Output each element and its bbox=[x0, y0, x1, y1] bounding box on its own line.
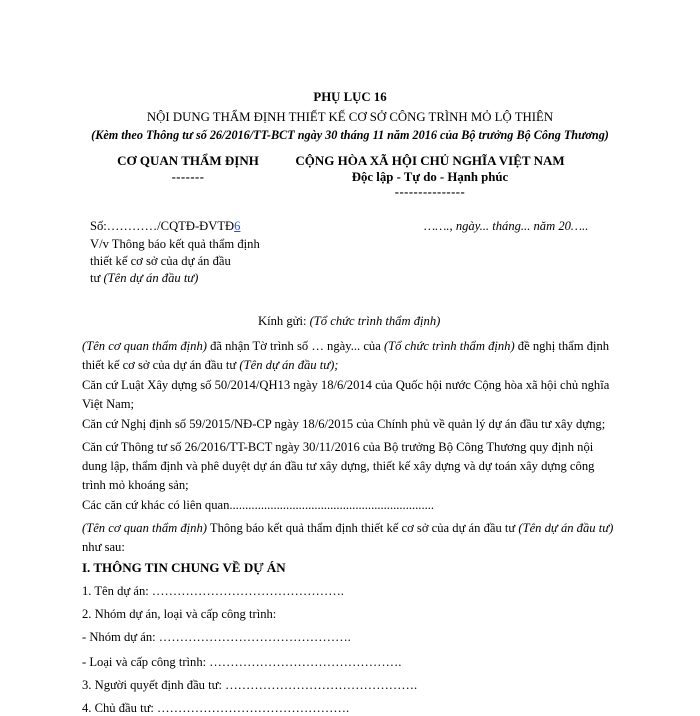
document-number-text: Số:…………/CQTĐ-ĐVTĐ bbox=[90, 219, 235, 233]
country-title: CỘNG HÒA XÃ HỘI CHỦ NGHĨA VIỆT NAM bbox=[295, 153, 565, 168]
salutation bbox=[258, 314, 440, 329]
agency-placeholder-2: (Tên cơ quan thẩm định) bbox=[82, 521, 207, 535]
subject-line-2: thiết kế cơ sở của dự án đầu bbox=[90, 254, 231, 268]
recipient-placeholder: (Tổ chức trình thẩm định) bbox=[309, 314, 441, 328]
paragraph-decree: Căn cứ Nghị định số 59/2015/NĐ-CP ngày 18/6/2015 của Chính phủ về quản lý dự án đầu tư xây dựng; bbox=[82, 417, 606, 431]
item-type-grade-sub: - Loại và cấp công trình: ………………………………………. bbox=[82, 655, 402, 669]
item-investor: 4. Chủ đầu tư: ………………………………………. bbox=[82, 701, 350, 715]
subject-line-3 bbox=[90, 271, 198, 286]
document-title: NỘI DUNG THẨM ĐỊNH THIẾT KẾ CƠ SỞ CÔNG TRÌNH MỎ LỘ THIÊN bbox=[146, 110, 554, 124]
document-subtitle: (Kèm theo Thông tư số 26/2016/TT-BCT ngày 30 tháng 11 năm 2016 của Bộ trưởng Bộ Công Thương) bbox=[91, 128, 609, 142]
paragraph-received-text-1: đã nhận Tờ trình số … ngày... của bbox=[206, 339, 384, 353]
salutation-label: Kính gửi: bbox=[258, 314, 310, 328]
national-motto: Độc lập - Tự do - Hạnh phúc bbox=[351, 170, 509, 184]
section-heading: I. THÔNG TIN CHUNG VỀ DỰ ÁN bbox=[82, 560, 286, 575]
item-project-group: 2. Nhóm dự án, loại và cấp công trình: bbox=[82, 607, 277, 621]
motto-separator: --------------- bbox=[394, 185, 466, 199]
date-line: ……., ngày... tháng... năm 20….. bbox=[424, 219, 589, 233]
submitter-placeholder: (Tổ chức trình thẩm định) bbox=[383, 339, 515, 353]
paragraph-received bbox=[82, 337, 618, 375]
paragraph-announcement bbox=[82, 519, 618, 557]
paragraph-announcement-tail: như sau: bbox=[82, 540, 125, 554]
paragraph-received-text-2: đề nghị thẩm định thiết kế cơ sở của dự án đầu tư bbox=[82, 339, 610, 372]
project-placeholder: (Tên dự án đầu tư); bbox=[239, 358, 339, 372]
paragraph-announcement-text: Thông báo kết quả thẩm định thiết kế cơ sở của dự án đầu tư bbox=[206, 521, 519, 535]
paragraph-circular: Căn cứ Thông tư số 26/2016/TT-BCT ngày 30/11/2016 của Bộ trưởng Bộ Công Thương quy định nội dung lập, thẩm định và phê duyệt dự án đầu tư xây dựng, thiết kế xây dựng và dự toán xây dựng công trình mỏ khoáng sản; bbox=[82, 440, 595, 492]
item-group-sub: - Nhóm dự án: ………………………………………. bbox=[82, 630, 351, 644]
project-name-placeholder: (Tên dự án đầu tư) bbox=[103, 271, 199, 285]
agency-placeholder: (Tên cơ quan thẩm định) bbox=[82, 339, 207, 353]
agency-title: CƠ QUAN THẨM ĐỊNH bbox=[117, 153, 259, 168]
document-number bbox=[90, 219, 240, 234]
appendix-title: PHỤ LỤC 16 bbox=[313, 90, 387, 104]
paragraph-construction-law: Căn cứ Luật Xây dựng số 50/2014/QH13 ngày 18/6/2014 của Quốc hội nước Cộng hòa xã hội chủ nghĩa Việt Nam; bbox=[82, 378, 610, 411]
footnote-link[interactable]: 6 bbox=[234, 219, 241, 233]
agency-separator: ------- bbox=[171, 170, 205, 184]
subject-line-3-text: tư bbox=[90, 271, 104, 285]
item-project-name: 1. Tên dự án: ………………………………………. bbox=[82, 584, 344, 598]
item-investment-decider: 3. Người quyết định đầu tư: ………………………………………. bbox=[82, 678, 418, 692]
subject-line-1: V/v Thông báo kết quả thẩm định bbox=[90, 237, 260, 251]
project-placeholder-2: (Tên dự án đầu tư) bbox=[518, 521, 614, 535]
paragraph-other-bases: Các căn cứ khác có liên quan................................................................. bbox=[82, 498, 435, 512]
